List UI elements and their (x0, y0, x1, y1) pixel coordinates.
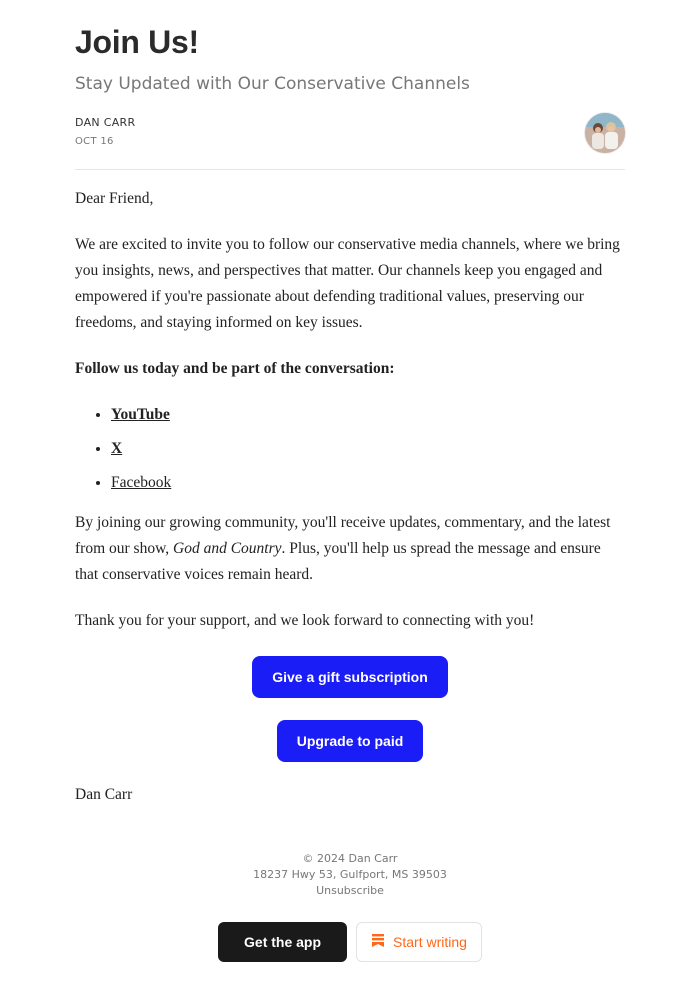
bookmark-icon (371, 933, 385, 951)
start-writing-label: Start writing (393, 934, 467, 950)
x-link[interactable]: X (111, 440, 123, 457)
channel-list (75, 402, 625, 496)
avatar[interactable] (585, 113, 625, 153)
upgrade-to-paid-button[interactable]: Upgrade to paid (277, 720, 424, 762)
header-divider (75, 169, 625, 170)
page-title: Join Us! (75, 24, 199, 60)
signature: Dan Carr (75, 786, 133, 803)
thanks-paragraph: Thank you for your support, and we look forward to connecting with you! (75, 612, 535, 629)
list-item (111, 436, 625, 462)
post-date: OCT 16 (75, 136, 114, 147)
gift-button-row (0, 656, 700, 698)
start-writing-button[interactable] (356, 922, 482, 962)
intro-paragraph: We are excited to invite you to follow our conservative media channels, where we bring you insights, news, and perspectives that matter. Our channels keep you engaged and empowered if you're passionate about defending traditional values, preserving our freedoms, and staying informed on key issues. (75, 236, 620, 331)
community-paragraph (75, 510, 625, 588)
community-text-start: By joining our growing community, you'll receive updates, commentary, and the latest from our show, (75, 514, 611, 557)
app-actions (0, 922, 700, 962)
list-item (111, 402, 625, 428)
follow-heading (75, 356, 625, 382)
list-item (111, 470, 625, 496)
unsubscribe-link[interactable]: Unsubscribe (316, 884, 384, 897)
youtube-link[interactable]: YouTube (111, 406, 170, 423)
email-body (75, 186, 625, 654)
show-name: God and Country (173, 540, 282, 557)
facebook-link[interactable]: Facebook (111, 474, 172, 491)
page-subtitle: Stay Updated with Our Conservative Channels (75, 74, 470, 94)
footer-address: 18237 Hwy 53, Gulfport, MS 39503 (253, 868, 447, 881)
footer (0, 851, 700, 899)
avatar-image (585, 113, 625, 153)
footer-copyright: © 2024 Dan Carr (302, 852, 398, 865)
author-name[interactable]: DAN CARR (75, 116, 136, 129)
get-the-app-label: Get the app (244, 934, 322, 950)
gift-subscription-button[interactable]: Give a gift subscription (252, 656, 448, 698)
community-text-end: . Plus, you'll help us spread the message and ensure that conservative voices remain heard. (75, 540, 601, 583)
greeting: Dear Friend, (75, 190, 154, 207)
follow-heading-text: Follow us today and be part of the conversation: (75, 360, 395, 377)
upgrade-button-row (0, 720, 700, 762)
get-the-app-button[interactable] (218, 922, 347, 962)
